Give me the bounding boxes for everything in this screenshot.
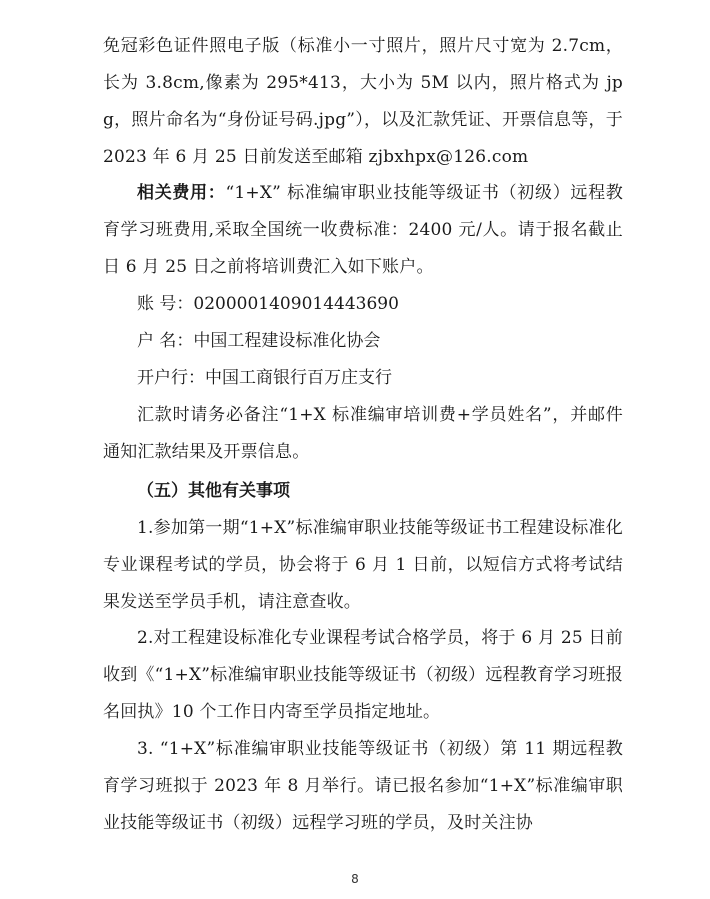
- paragraph-item-3: 3. “1+X”标准编审职业技能等级证书（初级）第 11 期远程教育学习班拟于 2023 年 8 月举行。请已报名参加“1+X”标准编审职业技能等级证书（初级）远程学习班的学员，及时关注协: [103, 739, 623, 833]
- paragraph-item-2: 2.对工程建设标准化专业课程考试合格学员，将于 6 月 25 日前收到《“1+X”标准编审职业技能等级证书（初级）远程教育学习班报名回执》10 个工作日内寄至学员指定地址。: [103, 628, 623, 722]
- fees-label: 相关费用：: [137, 183, 226, 203]
- section-heading: （五）其他有关事项: [137, 481, 290, 501]
- page-number: 8: [351, 872, 359, 886]
- paragraph-fees: [103, 175, 623, 286]
- paragraph-remit-note: 汇款时请务必备注“1+X 标准编审培训费+学员姓名”，并邮件通知汇款结果及开票信息。: [103, 405, 623, 462]
- account-number-line: 账 号：0200001409014443690: [137, 294, 399, 314]
- paragraph-item-1: 1.参加第一期“1+X”标准编审职业技能等级证书工程建设标准化专业课程考试的学员，协会将于 6 月 1 日前，以短信方式将考试结果发送至学员手机，请注意查收。: [103, 518, 623, 612]
- fees-text: “1+X” 标准编审职业技能等级证书（初级）远程教育学习班费用,采取全国统一收费标准：2400 元/人。请于报名截止日 6 月 25 日之前将培训费汇入如下账户。: [103, 183, 624, 277]
- bank-line: 开户行：中国工商银行百万庄支行: [137, 368, 392, 388]
- account-name-line: 户 名：中国工程建设标准化协会: [137, 331, 381, 351]
- paragraph-photo-requirements: 免冠彩色证件照电子版（标准小一寸照片，照片尺寸宽为 2.7cm，长为 3.8cm,像素为 295*413，大小为 5M 以内，照片格式为 jpg，照片命名为“身份证号码.jpg”），以及汇款凭证、开票信息等，于 2023 年 6 月 25 日前发送至邮箱 zjbxhpx@126.com: [103, 36, 623, 167]
